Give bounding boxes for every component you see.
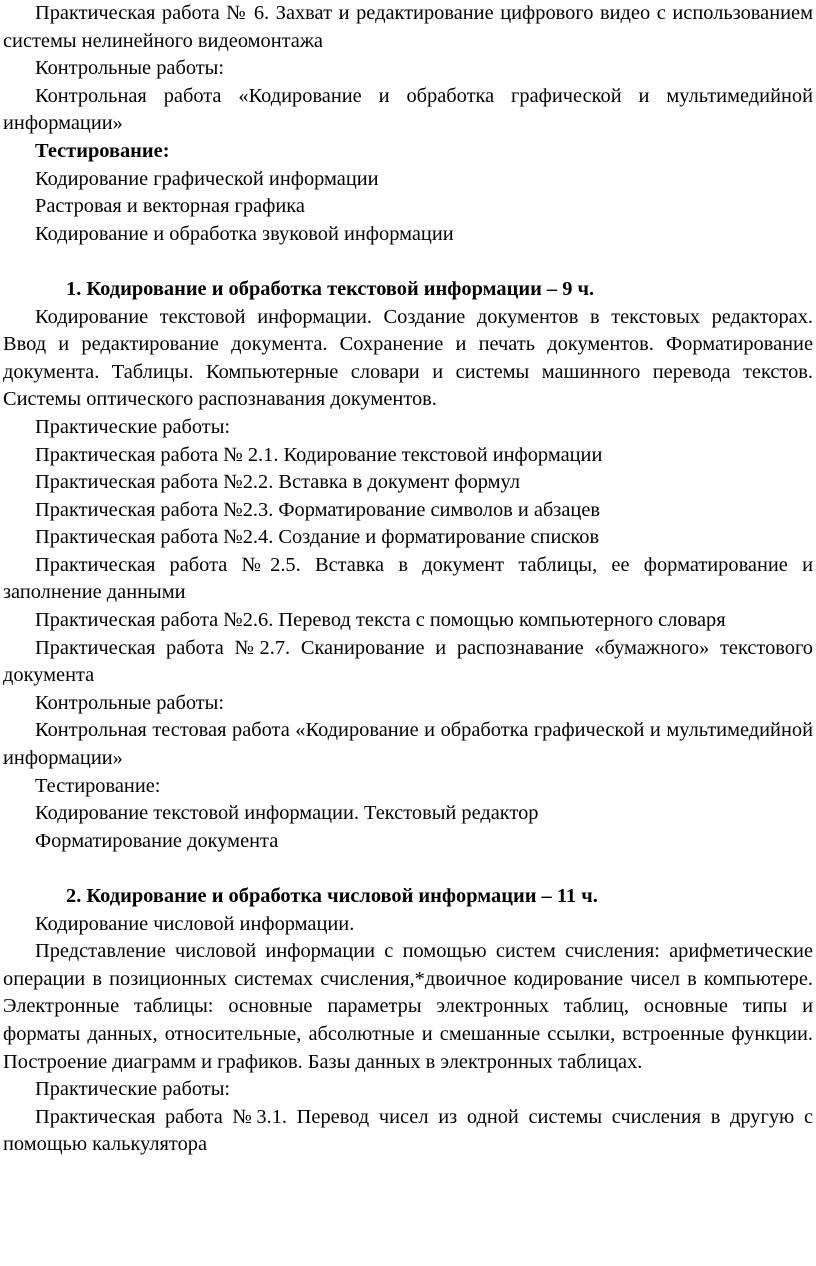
paragraph: Контрольные работы: [35,57,225,80]
section-intro: Кодирование числовой информации. [35,912,355,935]
control-work: Контрольная тестовая работа «Кодирование и обработка графической и мультимедийной информации» [3,719,813,770]
practical-item: Практическая работа №2.3. Форматирование символов и абзацев [35,498,600,521]
practical-item: Практическая работа № 2.1. Кодирование текстовой информации [35,443,603,466]
practical-label: Практические работы: [35,415,231,438]
testing-heading: Тестирование: [35,139,170,162]
spacer [3,855,813,883]
section-heading: 2. Кодирование и обработка числовой информации – 11 ч. [66,885,598,907]
testing-item: Кодирование и обработка звуковой информации [35,222,454,245]
testing-item: Растровая и векторная графика [35,195,305,218]
testing-item: Форматирование документа [35,829,279,852]
paragraph: Контрольная работа «Кодирование и обработка графической и мультимедийной информации» [3,84,813,135]
testing-item: Кодирование текстовой информации. Текстовый редактор [35,802,539,825]
document-page [3,0,813,1159]
spacer [3,248,813,276]
practical-item: Практическая работа №2.6. Перевод текста с помощью компьютерного словаря [35,609,726,632]
testing-item: Кодирование графической информации [35,167,379,190]
section-heading: 1. Кодирование и обработка текстовой информации – 9 ч. [66,277,595,300]
practical-label: Практические работы: [35,1078,231,1101]
section-body: Представление числовой информации с помощью систем счисления: арифметические операции в позиционных системах счисления,*двоичное кодирование чисел в компьютере. Электронные таблицы: основные параметры электронных таблиц, основные типы и форматы данных, относительные, абсолютные и смешанные ссылки, встроенные функции. Построение диаграмм и графиков. Базы данных в электронных таблицах. [3,940,813,1073]
paragraph: Практическая работа № 6. Захват и редактирование цифрового видео с использованием системы нелинейного видеомонтажа [3,2,813,52]
practical-item: Практическая работа №2.2. Вставка в документ формул [35,471,521,494]
practical-item: Практическая работа №2.7. Сканирование и распознавание «бумажного» текстового документа [3,636,813,687]
section-body: Кодирование текстовой информации. Создание документов в текстовых редакторах. Ввод и редактирование документа. Сохранение и печать документов. Форматирование документа. Таблицы. Компьютерные словари и системы машинного перевода текстов. Системы оптического распознавания документов. [3,305,813,411]
practical-item: Практическая работа №2.5. Вставка в документ таблицы, ее форматирование и заполнение данными [3,553,813,604]
control-label: Контрольные работы: [35,691,225,714]
practical-item: Практическая работа №3.1. Перевод чисел из одной системы счисления в другую с помощью калькулятора [3,1105,813,1156]
testing-label: Тестирование: [35,774,161,797]
practical-item: Практическая работа №2.4. Создание и форматирование списков [35,526,600,549]
